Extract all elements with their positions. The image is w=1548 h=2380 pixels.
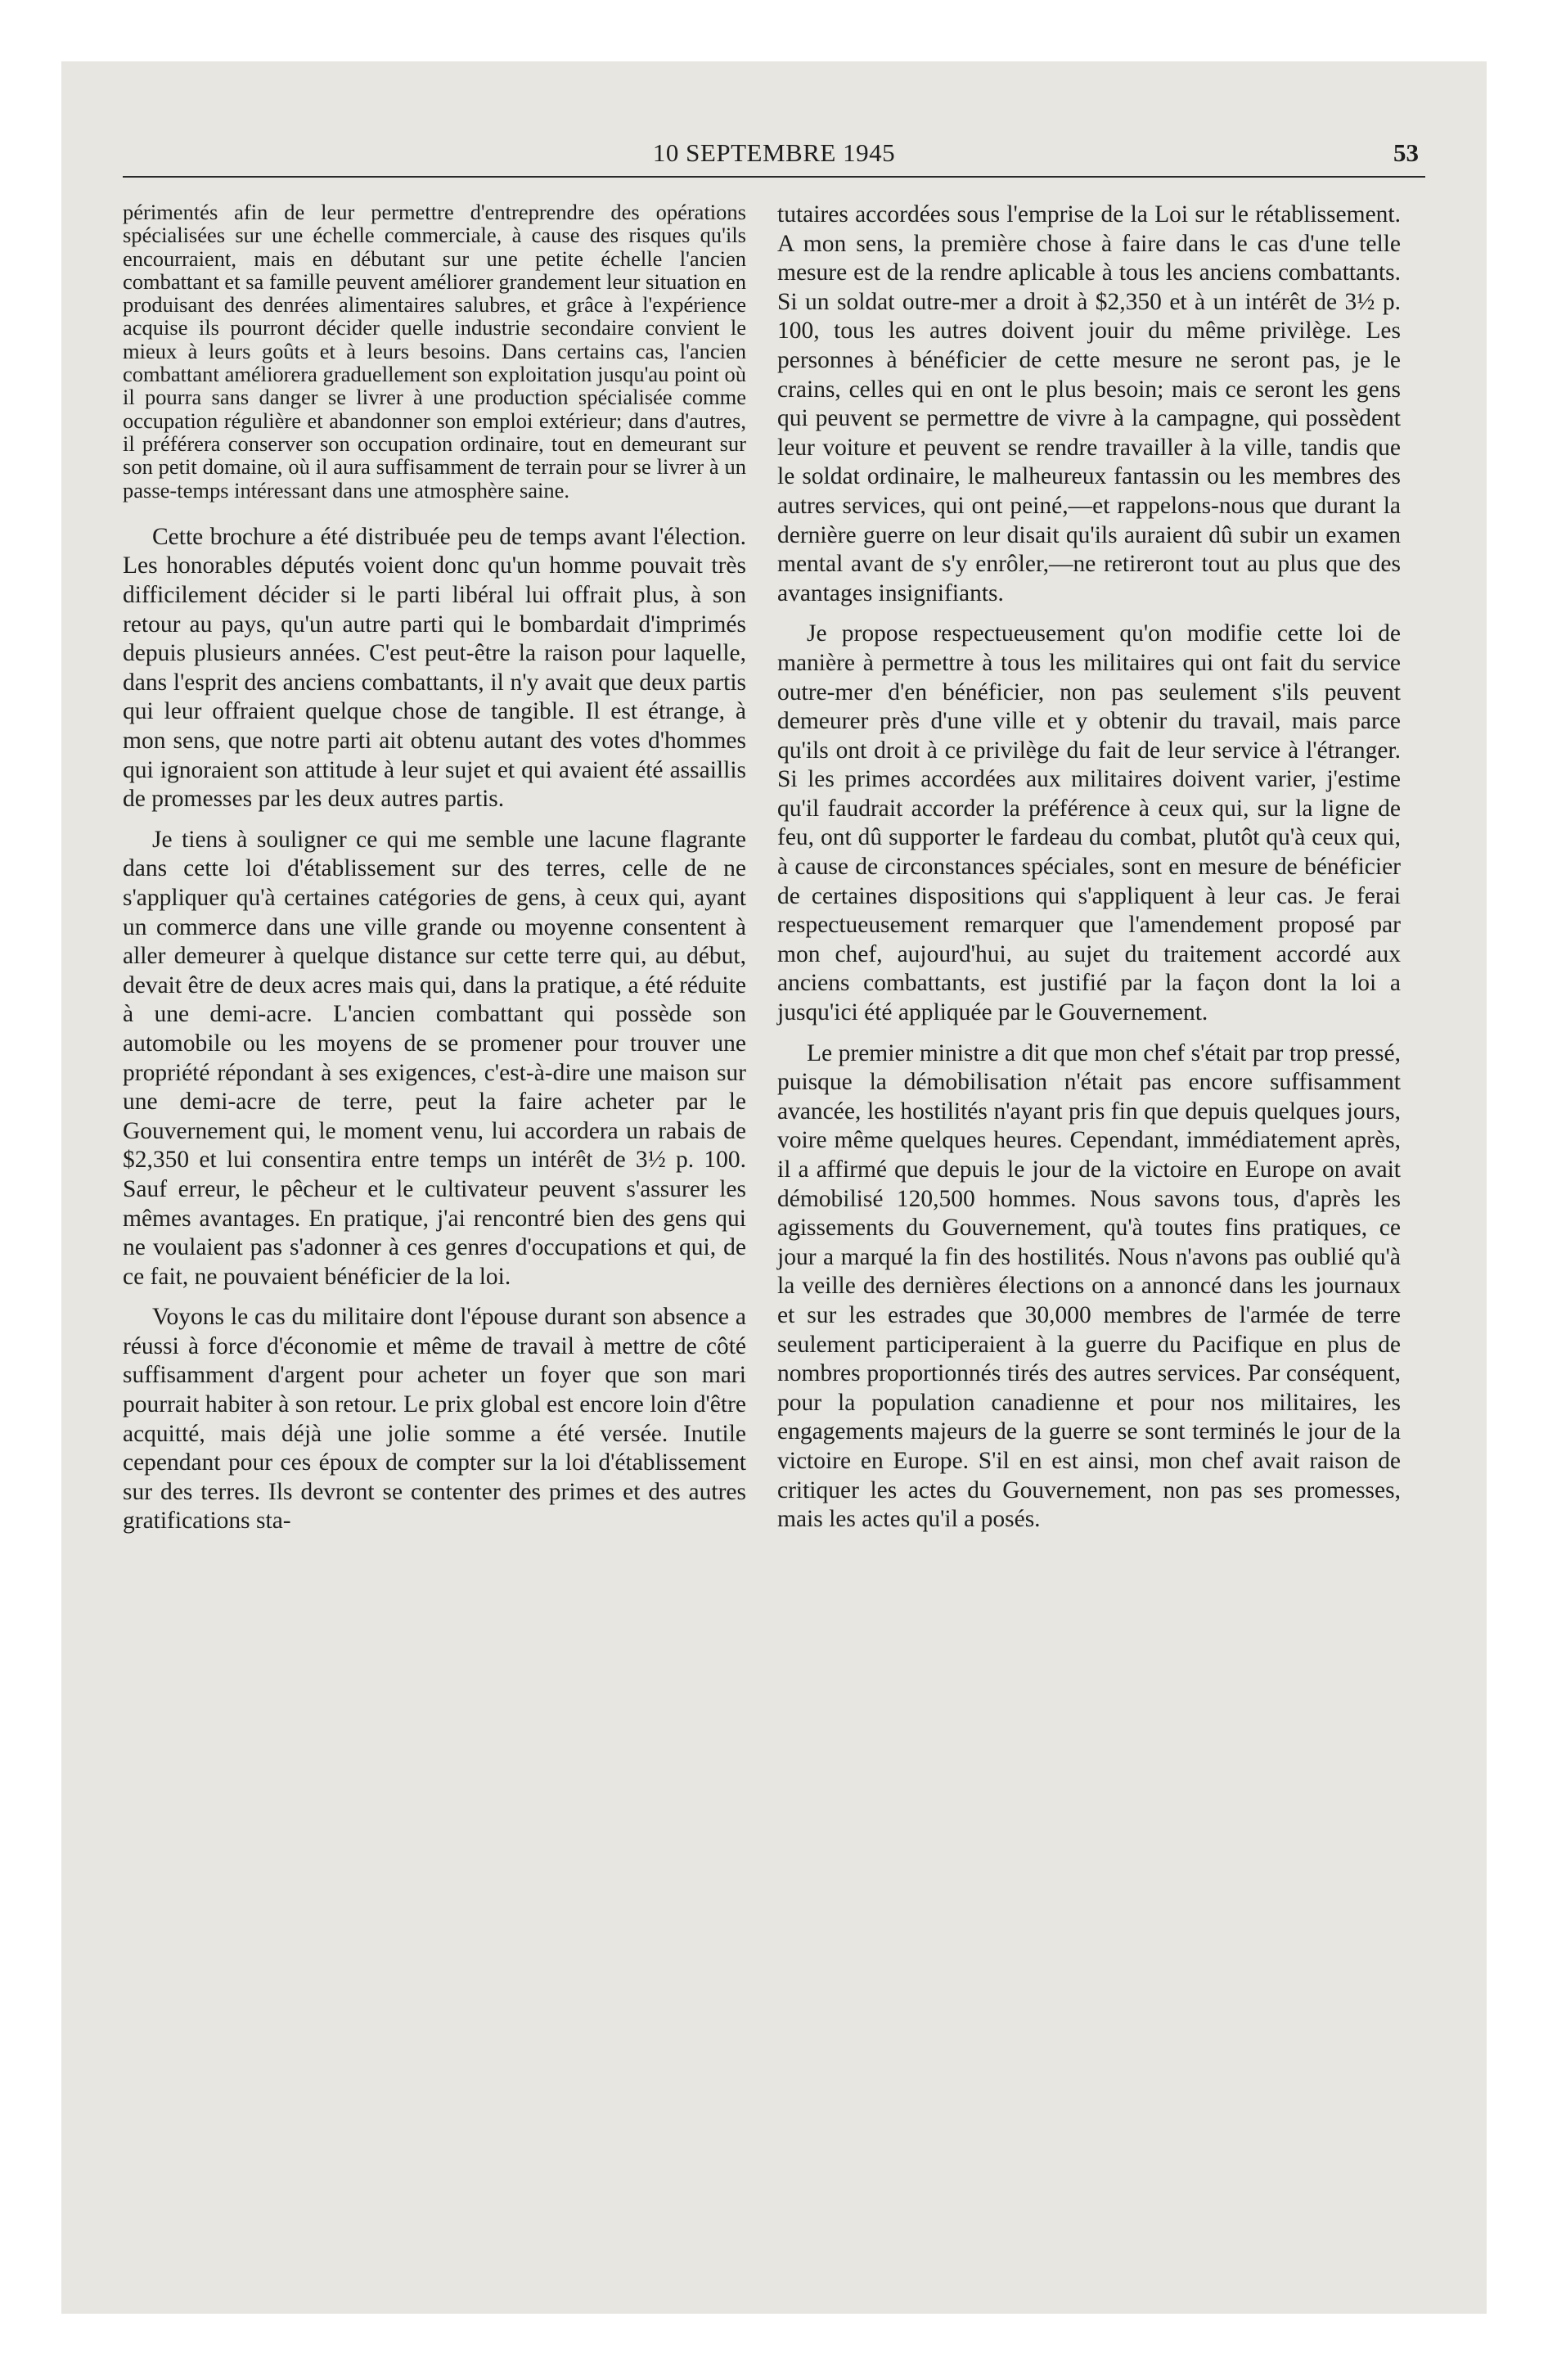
paragraph: Cette brochure a été distribuée peu de temps avant l'élection. Les honorables députés voient donc qu'un homme pouvait très difficilement décider si le parti libéral lui offrait plus, à son retour au pays, qu'un autre parti qui le bombardait d'imprimés depuis plusieurs années. C'est peut-être la raison pour laquelle, dans l'esprit des anciens combattants, il n'y avait que deux partis qui leur offraient quelque chose de tangible. Il est étrange, à mon sens, que notre parti ait obtenu autant des votes d'hommes qui ignoraient son attitude à leur sujet et qui avaient été assaillis de promesses par les deux autres partis. [123, 523, 746, 813]
left-column [123, 201, 746, 1548]
page [123, 135, 1425, 1535]
continued-paragraph: tutaires accordées sous l'emprise de la Loi sur le rétablissement. A mon sens, la première chose à faire dans le cas d'une telle mesure est de la rendre aplicable à tous les anciens combattants. Si un soldat outre-mer a droit à $2,350 et à un intérêt de 3½ p. 100, tous les autres doivent jouir du même privilège. Les personnes à bénéficier de cette mesure ne seront pas, je le crains, celles qui en ont le plus besoin; mais ce seront les gens qui peuvent se permettre de vivre à la campagne, qui possèdent leur voiture et peuvent se rendre travailler à la ville, tandis que le soldat ordinaire, le malheureux fantassin ou les membres des autres services, qui ont peiné,—et rappelons-nous que durant la dernière guerre on leur disait qu'ils auraient dû subir un examen mental avant de s'y enrôler,—ne retireront tout au plus que des avantages insignifiants. [777, 201, 1401, 606]
paragraph: Voyons le cas du militaire dont l'épouse durant son absence a réussi à force d'économie et même de travail à mettre de côté suffisamment d'argent pour acheter un foyer que son mari pourrait habiter à son retour. Le prix global est encore loin d'être acquitté, mais déjà une jolie somme a été versée. Inutile cependant pour ces époux de compter sur la loi d'établissement sur des terres. Ils devront se contenter des primes et des autres gratifications sta- [123, 1304, 746, 1535]
left-column-text [123, 523, 746, 1536]
paragraph: Je propose respectueusement qu'on modifie cette loi de manière à permettre à tous les militaires qui ont fait du service outre-mer d'en bénéficier, non pas seulement s'ils peuvent demeurer près d'une ville et y obtenir du travail, mais parce qu'ils ont droit à ce privilège du fait de leur service à l'étranger. Si les primes accordées aux militaires doivent varier, j'estime qu'il faudrait accorder la préférence à ceux qui, sur la ligne de feu, ont dû supporter le fardeau du combat, plutôt qu'à ceux qui, à cause de circonstances spéciales, sont en mesure de bénéficier de certaines dispositions qui s'appliquent à leur cas. Je ferai respectueusement remarquer que l'amendement proposé par mon chef, aujourd'hui, au sujet du traitement accordé aux anciens combattants, est justifié par la façon dont la loi a jusqu'ici été appliquée par le Gouvernement. [777, 620, 1401, 1026]
right-column [777, 201, 1401, 1546]
paragraph: Je tiens à souligner ce qui me semble une lacune flagrante dans cette loi d'établissement sur des terres, celle de ne s'appliquer qu'à certaines catégories de gens, à ceux qui, ayant un commerce dans une ville grande ou moyenne consentent à aller demeurer à quelque distance sur cette terre qui, au début, devait être de deux acres mais qui, dans la pratique, a été réduite à une demi-acre. L'ancien combattant qui possède son automobile ou les moyens de se promener pour trouver une propriété répondant à ses exigences, c'est-à-dire une maison sur une demi-acre de terre, peut la faire acheter par le Gouvernement qui, le moment venu, lui accordera un rabais de $2,350 et lui consentira entre temps un intérêt de 3½ p. 100. Sauf erreur, le pêcheur et le cultivateur peuvent s'assurer les mêmes avantages. En pratique, j'ai rencontré bien des gens qui ne voulaient pas s'adonner à ces genres d'occupations et qui, de ce fait, ne pouvaient bénéficier de la loi. [123, 826, 746, 1290]
page-number: 53 [1393, 138, 1419, 167]
header-date: 10 SEPTEMBRE 1945 [652, 138, 896, 167]
quoted-brochure-excerpt [123, 201, 746, 502]
small-print-paragraph: périmentés afin de leur permettre d'entreprendre des opérations spécialisées sur une échelle commerciale, à cause des risques qu'ils encourraient, mais en débutant sur une petite échelle l'ancien combattant et sa famille peuvent améliorer grandement leur situation en produisant des denrées alimentaires salubres, et grâce à l'expérience acquise ils pourront décider quelle industrie secondaire convient le mieux à leurs goûts et à leurs besoins. Dans certains cas, l'ancien combattant améliorera graduellement son exploitation jusqu'au point où il pourra sans danger se livrer à une production spécialisée comme occupation régulière et abandonner son emploi extérieur; dans d'autres, il préférera conserver son occupation ordinaire, tout en demeurant sur son petit domaine, où il aura suffisamment de terrain pour se livrer à un passe-temps intéressant dans une atmosphère saine. [123, 200, 746, 503]
running-header [123, 135, 1425, 178]
paragraph: Le premier ministre a dit que mon chef s'était par trop pressé, puisque la démobilisation n'était pas encore suffisamment avancée, les hostilités n'ayant pris fin que depuis quelques jours, voire même quelques heures. Cependant, immédiatement après, il a affirmé que depuis le jour de la victoire en Europe on avait démobilisé 120,500 hommes. Nous savons tous, d'après les agissements du Gouvernement, qu'à toutes fins pratiques, ce jour a marqué la fin des hostilités. Nous n'avons pas oublié qu'à la veille des dernières élections on a annoncé dans les journaux et sur les estrades que 30,000 membres de l'armée de terre seulement participeraient à la guerre du Pacifique en plus de nombres proportionnés tirés des autres services. Par conséquent, pour la population canadienne et pour nos militaires, les engagements majeurs de la guerre se sont terminés le jour de la victoire en Europe. S'il en est ainsi, mon chef avait raison de critiquer les actes du Gouvernement, non pas ses promesses, mais les actes qu'il a posés. [777, 1039, 1401, 1533]
right-column-text [777, 201, 1401, 1535]
